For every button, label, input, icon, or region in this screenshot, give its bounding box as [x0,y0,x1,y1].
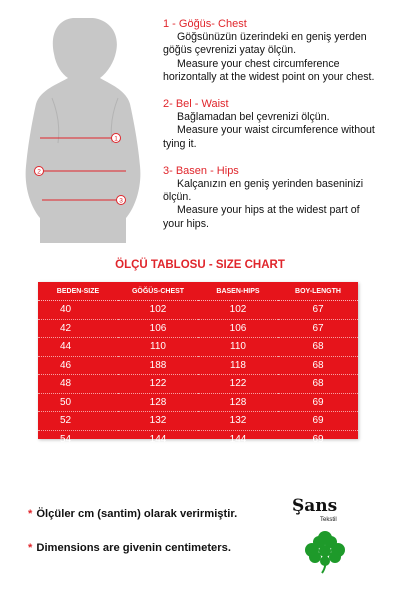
table-cell: 68 [278,356,358,375]
waist-en-line-2: tying it. [163,137,197,150]
table-cell: 148 [229,452,247,464]
table-cell: 69 [278,393,358,412]
table-cell: 67 [278,301,358,320]
table-header-row [38,282,358,301]
table-cell: 72 [312,452,324,464]
svg-text:2: 2 [37,168,41,176]
table-cell: 110 [198,338,278,357]
hips-en-line-2: your hips. [163,217,209,230]
note-bullet: * [28,508,33,520]
note-tr-text: Ölçüler cm (santim) olarak verirmiştir. [36,508,238,520]
table-row [38,449,358,467]
table-cell: 102 [198,301,278,320]
table-cell: 102 [118,301,198,320]
table-cell: 48 [38,375,118,394]
table-cell: 69 [278,430,358,449]
table-cell: 128 [198,393,278,412]
waist-tr-line-1: Bağlamadan bel çevrenizi ölçün. [177,111,330,124]
marker-1 [112,134,121,143]
table-cell: 118 [198,356,278,375]
table-cell: 56 [60,452,72,464]
silhouette-shape [26,18,141,243]
table-cell: 68 [278,338,358,357]
table-cell: 50 [38,393,118,412]
table-cell: 106 [198,319,278,338]
table-row [38,301,358,320]
table-cell: 67 [278,319,358,338]
body-silhouette [18,18,153,243]
table-cell: 54 [38,430,118,449]
size-chart-title: ÖLÇÜ TABLOSU - SIZE CHART [115,259,285,271]
table-cell: 52 [38,412,118,431]
chest-en-line-1: Measure your chest circumference [177,57,340,70]
table-row [38,319,358,338]
table-cell: 144 [118,430,198,449]
chest-tr-line-2: göğüs çevrenizi yatay ölçün. [163,44,297,57]
note-bullet: * [28,542,33,554]
chest-tr-line-1: Göğsünüzün üzerindeki en geniş yerden [177,31,367,44]
section-title-waist: 2- Bel - Waist [163,98,229,111]
table-row [38,375,358,394]
svg-text:3: 3 [119,197,123,205]
note-en-text: Dimensions are givenin centimeters. [36,542,231,554]
table-cell: 68 [278,375,358,394]
section-hips [163,165,395,231]
marker-3 [117,196,126,205]
chest-en-line-2: horizontally at the widest point on your chest. [163,70,375,83]
section-title-hips: 3- Basen - Hips [163,164,239,177]
measurement-instructions [163,18,395,245]
waist-en-line-1: Measure your waist circumference without [177,124,375,137]
section-waist [163,98,395,151]
header-chest: GÖĞÜS-CHEST [118,282,198,301]
table-row [38,393,358,412]
hips-en-line-1: Measure your hips at the widest part of [177,204,360,217]
table-cell: 188 [118,356,198,375]
table-cell: 128 [118,393,198,412]
note-turkish [28,508,237,520]
svg-text:1: 1 [114,135,118,143]
table-cell: 122 [118,375,198,394]
table-cell: 42 [38,319,118,338]
brand-subtitle: Tekstil [320,517,337,523]
table-cell: 106 [118,319,198,338]
header-size: BEDEN-SIZE [38,282,118,301]
section-chest [163,18,395,84]
table-cell: 132 [118,412,198,431]
clover-icon [300,526,350,574]
table-row [38,356,358,375]
table-cell: 46 [38,356,118,375]
table-cell: 144 [198,430,278,449]
table-row [38,430,358,449]
note-english [28,542,231,554]
table-cell: 122 [198,375,278,394]
table-cell: 148 [149,452,167,464]
hips-tr-line-1: Kalçanızın en geniş yerinden baseninizi [177,178,364,191]
brand-logo [290,496,362,571]
section-title-chest: 1 - Göğüs- Chest [163,18,247,30]
table-cell: 69 [278,412,358,431]
table-row [38,412,358,431]
header-hips: BASEN-HIPS [198,282,278,301]
table-cell: 44 [38,338,118,357]
table-cell: 132 [198,412,278,431]
table-cell: 40 [38,301,118,320]
table-row [38,338,358,357]
hips-tr-line-2: ölçün. [163,191,192,204]
header-length: BOY-LENGTH [278,282,358,301]
size-table [38,282,358,464]
brand-name: Şans [292,496,338,516]
marker-2 [35,167,44,176]
table-cell: 110 [118,338,198,357]
